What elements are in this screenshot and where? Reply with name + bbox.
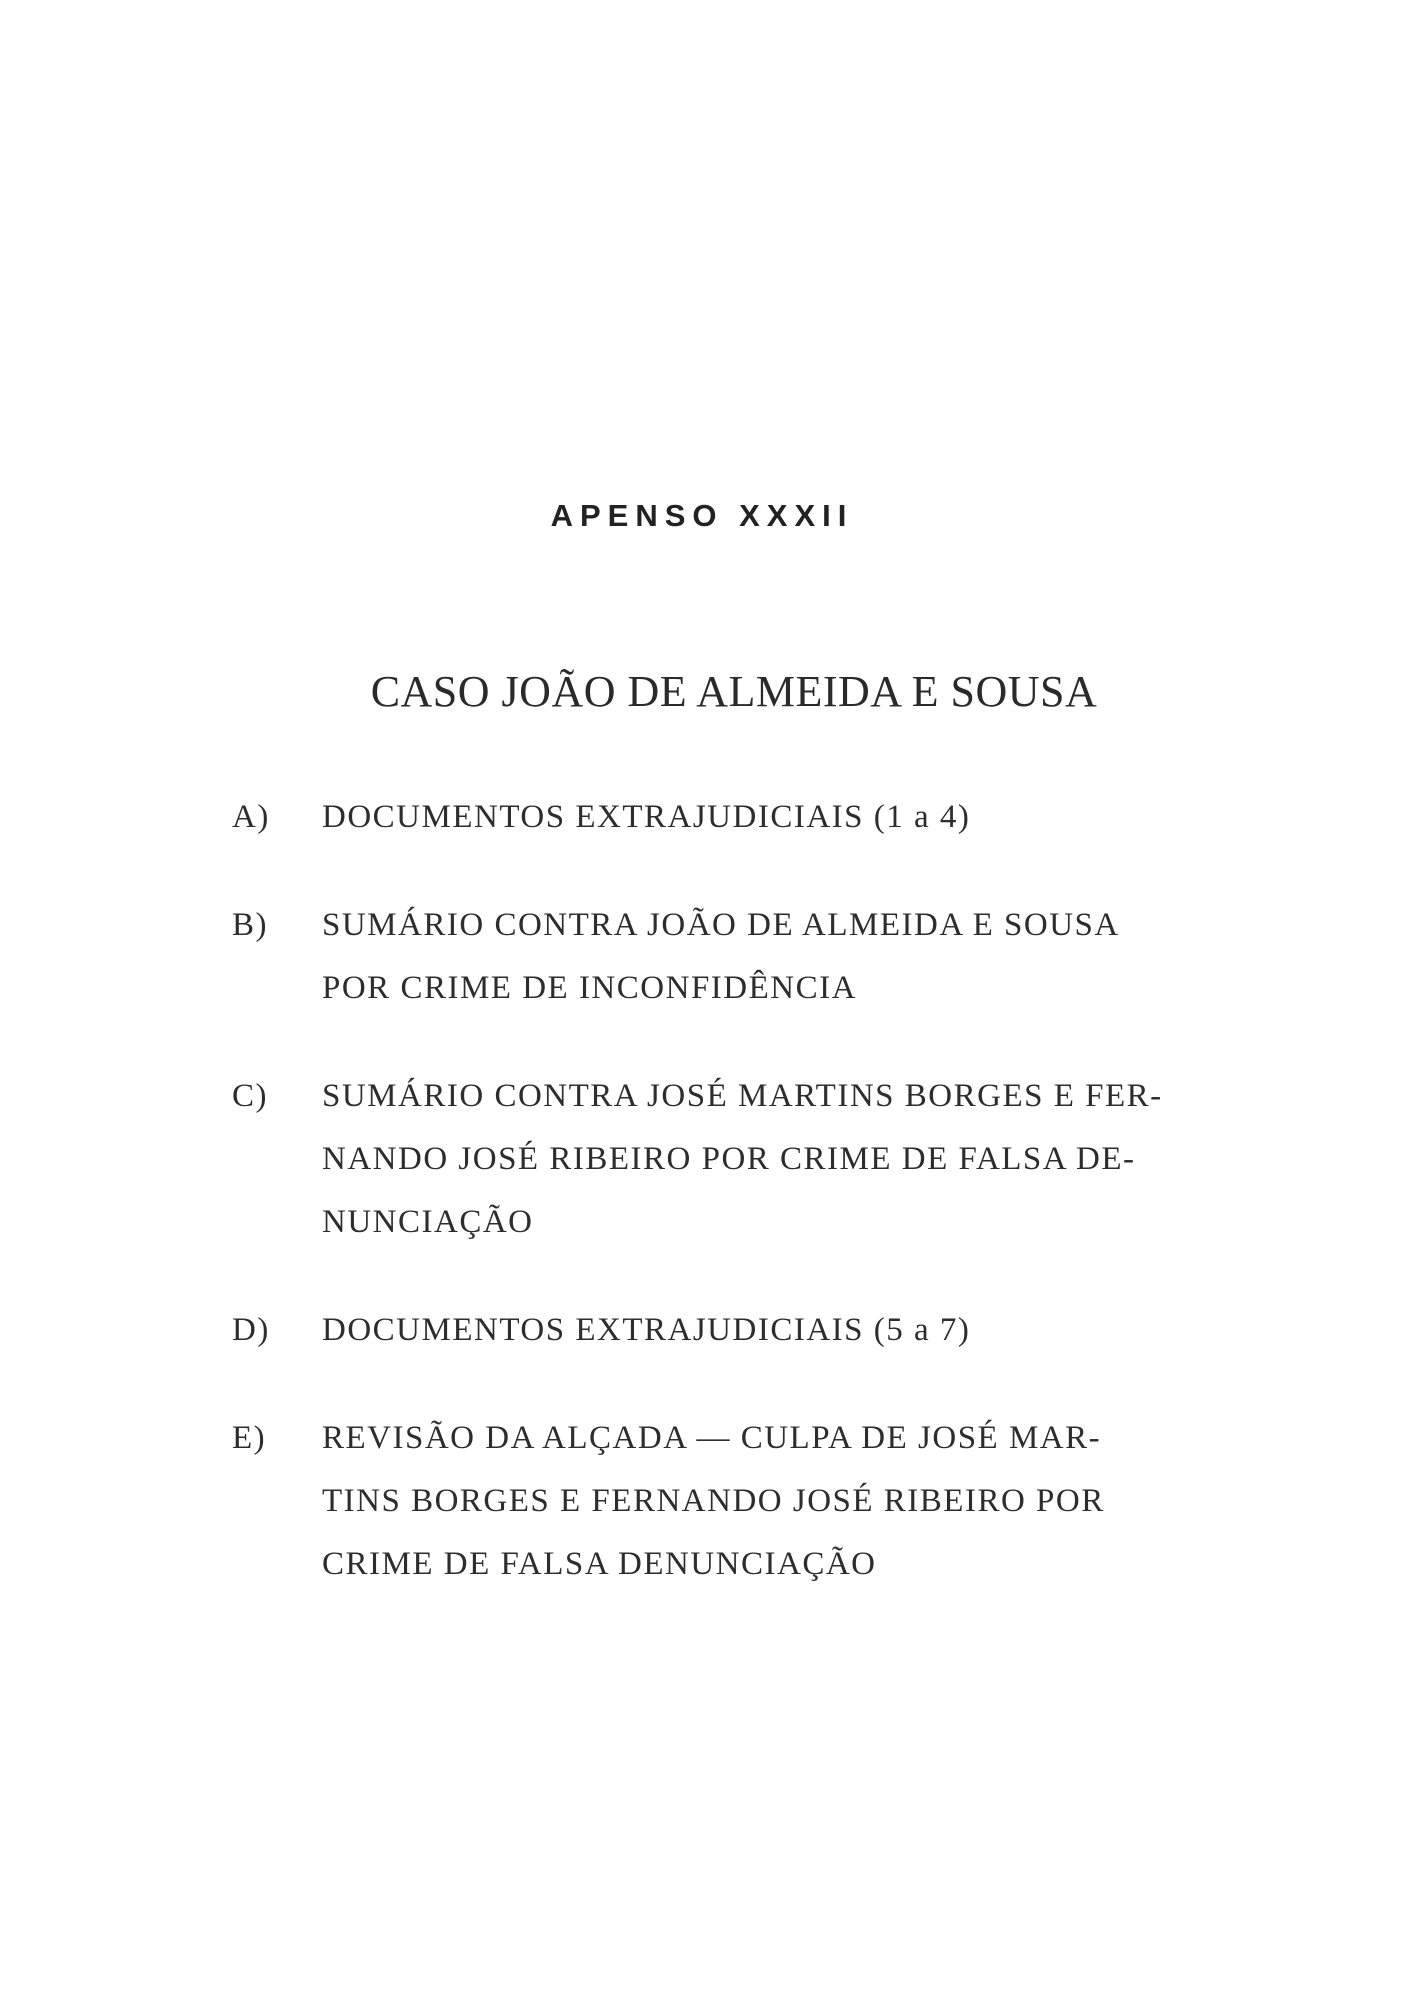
item-marker: A) — [232, 799, 270, 835]
appendix-title: APENSO XXXII — [550, 498, 854, 533]
item-line: TINS BORGES E FERNANDO JOSÉ RIBEIRO POR — [322, 1483, 1105, 1519]
item-line: POR CRIME DE INCONFIDÊNCIA — [322, 970, 857, 1006]
item-line: NUNCIAÇÃO — [322, 1204, 534, 1240]
list-item — [232, 894, 1232, 1020]
item-marker: B) — [232, 907, 268, 943]
item-line: NANDO JOSÉ RIBEIRO POR CRIME DE FALSA DE- — [322, 1141, 1136, 1177]
list-item — [232, 786, 1232, 849]
case-title: CASO JOÃO DE ALMEIDA E SOUSA — [370, 667, 1098, 716]
list-item — [232, 1407, 1232, 1596]
item-line: CRIME DE FALSA DENUNCIAÇÃO — [322, 1546, 877, 1582]
contents-list — [232, 786, 1232, 1641]
list-item — [232, 1065, 1232, 1254]
item-marker: D) — [232, 1312, 270, 1348]
item-line: SUMÁRIO CONTRA JOSÉ MARTINS BORGES E FER- — [322, 1078, 1163, 1114]
item-line: SUMÁRIO CONTRA JOÃO DE ALMEIDA E SOUSA — [322, 907, 1120, 943]
item-line: REVISÃO DA ALÇADA — CULPA DE JOSÉ MAR- — [322, 1420, 1102, 1456]
list-item — [232, 1299, 1232, 1362]
item-line: DOCUMENTOS EXTRAJUDICIAIS (5 a 7) — [322, 1312, 971, 1348]
item-marker: C) — [232, 1078, 268, 1114]
item-marker: E) — [232, 1420, 267, 1456]
item-line: DOCUMENTOS EXTRAJUDICIAIS (1 a 4) — [322, 799, 971, 835]
